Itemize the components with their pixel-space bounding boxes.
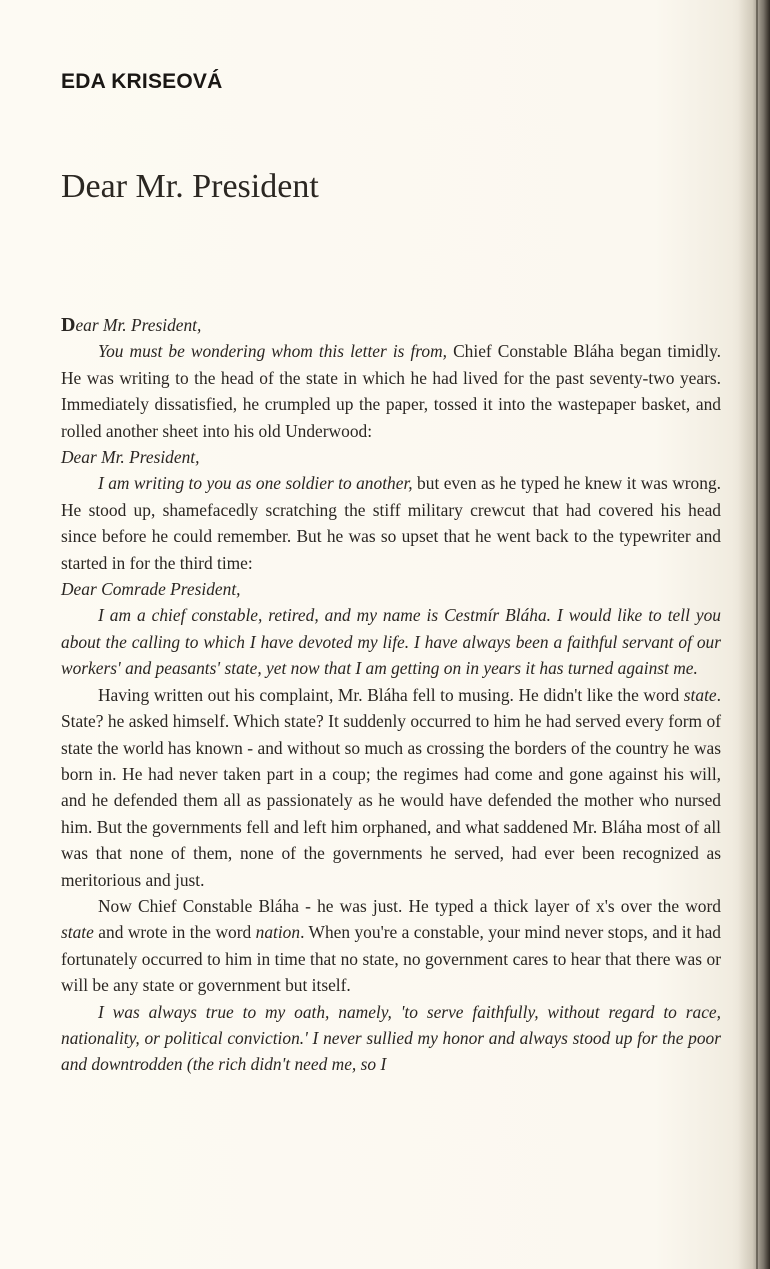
author-name: EDA KRISEOVÁ (61, 70, 223, 93)
drop-initial: D (61, 314, 76, 336)
salutation-3: Dear Comrade President, (61, 579, 241, 600)
binding-edge (756, 0, 758, 1269)
story-title: Dear Mr. President (61, 168, 319, 205)
paragraph-1: You must be wondering whom this letter is from, Chief Constable Bláha began timidly. He was writing to the head of the state in which he had lived for the past seventy-two years. Immediately dissatisfied, he crumpled up the paper, tossed it into the wastepaper basket, and rolled another sheet into his old Underwood: (61, 341, 721, 441)
page-gutter-shadow (738, 0, 770, 1269)
paragraph-5: Now Chief Constable Bláha - he was just. He typed a thick layer of x's over the word state and wrote in the word nation. When you're a constable, your mind never stops, and it had fortunately occurred to him in time that no state, no government cares to hear that there was or will be any state or government but itself. (61, 895, 721, 996)
salutation-2: Dear Mr. President, (61, 447, 200, 468)
paragraph-2: I am writing to you as one soldier to another, but even as he typed he knew it was wrong. He stood up, shamefacedly scratching the stiff military crewcut that had covered his head since before he could remember. But he was so upset that he went back to the typewriter and started in for the third time: (61, 473, 721, 573)
letter-paragraph-1: I am a chief constable, retired, and my name is Cestmír Bláha. I would like to tell you about the calling to which I have devoted my life. I have always been a faithful servant of our workers' and peasants' state, yet now that I am getting on in years it has turned against me. (61, 605, 721, 679)
letter-paragraph-2: I was always true to my oath, namely, 'to serve faithfully, without regard to race, nationality, or political conviction.' I never sullied my honor and always stood up for the poor and downtrodden (the rich didn't need me, so I (61, 1001, 721, 1075)
paragraph-4: Having written out his complaint, Mr. Bláha fell to musing. He didn't like the word state. State? he asked himself. Which state? It suddenly occurred to him he had served every form of state the world has known - and without so much as crossing the borders of the country he was born in. He had never taken part in a coup; the regimes had come and gone against his will, and he defended them all as passionately as he would have defended the mother who nursed him. But the governments fell and left him orphaned, and what saddened Mr. Bláha most of all was that none of them, none of the governments he served, had ever been recognized as meritorious and just. (61, 684, 721, 890)
story-body (61, 312, 721, 1078)
salutation-1: Dear Mr. President, (61, 314, 202, 336)
